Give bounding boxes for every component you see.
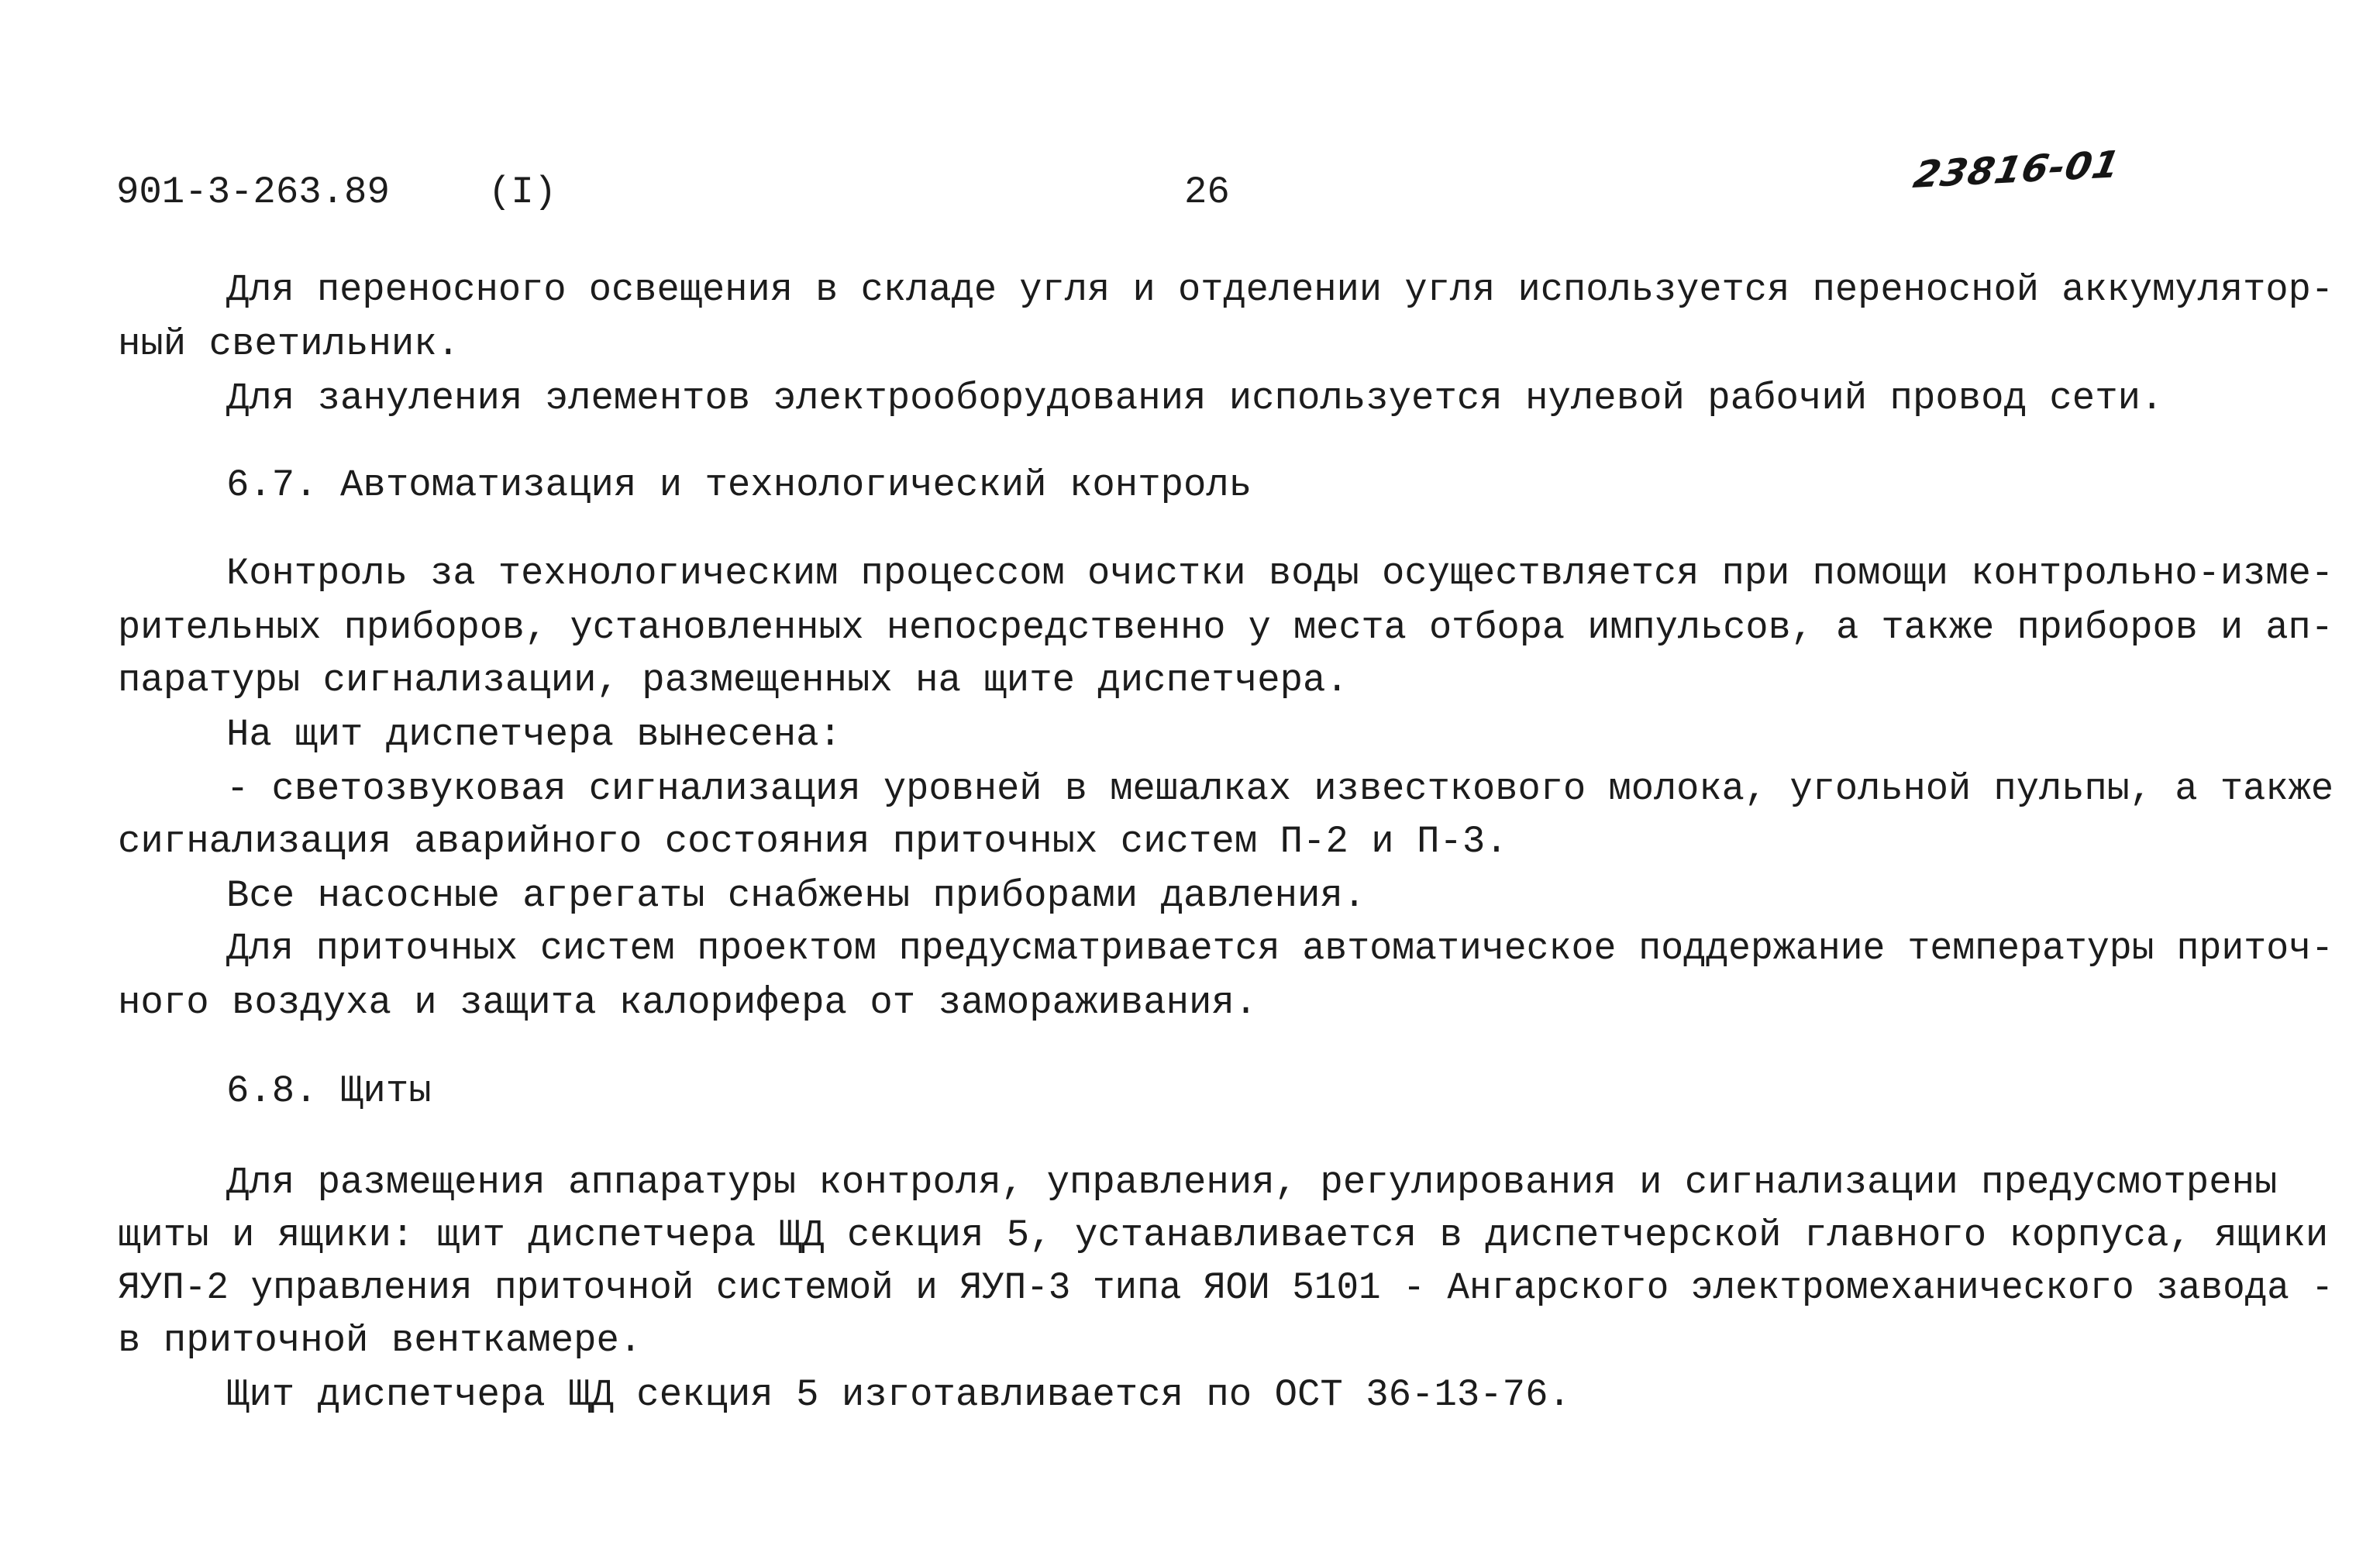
section-6-7-paragraph-5-line-1: Для приточных систем проектом предусматривается автоматическое поддержание температуры приточ- bbox=[226, 927, 2334, 970]
section-6-8-paragraph-1-line-2: щиты и ящики: щит диспетчера ЩД секция 5, устанавливается в диспетчерской главного корпуса, ящики bbox=[118, 1213, 2329, 1257]
section-6-7-paragraph-1-line-1: Контроль за технологическим процессом очистки воды осуществляется при помощи контрольно-изме- bbox=[226, 552, 2334, 595]
section-6-7-paragraph-4-line-1: Все насосные агрегаты снабжены приборами давления. bbox=[226, 874, 1366, 917]
section-6-8-paragraph-1-line-1: Для размещения аппаратуры контроля, управления, регулирования и сигнализации предусмотрены bbox=[226, 1161, 2278, 1204]
lighting-paragraph-2-line-1: Для зануления элементов электрооборудования используется нулевой рабочий провод сети. bbox=[226, 377, 2164, 420]
page-number: 26 bbox=[1184, 170, 1230, 214]
section-6-7-paragraph-1-line-2: рительных приборов, установленных непосредственно у места отбора импульсов, а также приборов и ап- bbox=[118, 606, 2334, 649]
handwritten-inventory-number: 23816-01 bbox=[1910, 143, 2124, 197]
section-6-7-heading: 6.7. Автоматизация и технологический контроль bbox=[226, 463, 1252, 507]
section-6-8-paragraph-2-line-1: Щит диспетчера ЩД секция 5 изготавливается по ОСТ 36-13-76. bbox=[226, 1373, 1571, 1417]
section-6-7-paragraph-5-line-2: ного воздуха и защита калорифера от замораживания. bbox=[118, 981, 1258, 1024]
section-6-8-heading: 6.8. Щиты bbox=[226, 1069, 432, 1113]
lighting-paragraph-1-line-1: Для переносного освещения в складе угля и отделении угля используется переносной аккумулятор- bbox=[226, 268, 2334, 312]
section-6-7-paragraph-2-line-1: На щит диспетчера вынесена: bbox=[226, 713, 842, 756]
section-6-7-paragraph-3-line-1: - светозвуковая сигнализация уровней в мешалках известкового молока, угольной пульпы, а также bbox=[226, 767, 2334, 811]
page-header bbox=[0, 143, 2380, 222]
section-6-7-paragraph-3-line-2: сигнализация аварийного состояния приточных систем П-2 и П-3. bbox=[118, 820, 1508, 863]
section-6-8-paragraph-1-line-3: ЯУП-2 управления приточной системой и ЯУП-3 типа ЯОИ 5101 - Ангарского электромеханического завода - bbox=[118, 1266, 2334, 1310]
document-code: 901-3-263.89 bbox=[116, 170, 390, 214]
section-6-8-paragraph-1-line-4: в приточной венткамере. bbox=[118, 1319, 642, 1362]
lighting-paragraph-1-line-2: ный светильник. bbox=[118, 322, 460, 366]
document-part: (I) bbox=[488, 170, 557, 214]
section-6-7-paragraph-1-line-3: паратуры сигнализации, размещенных на щите диспетчера. bbox=[118, 659, 1348, 702]
